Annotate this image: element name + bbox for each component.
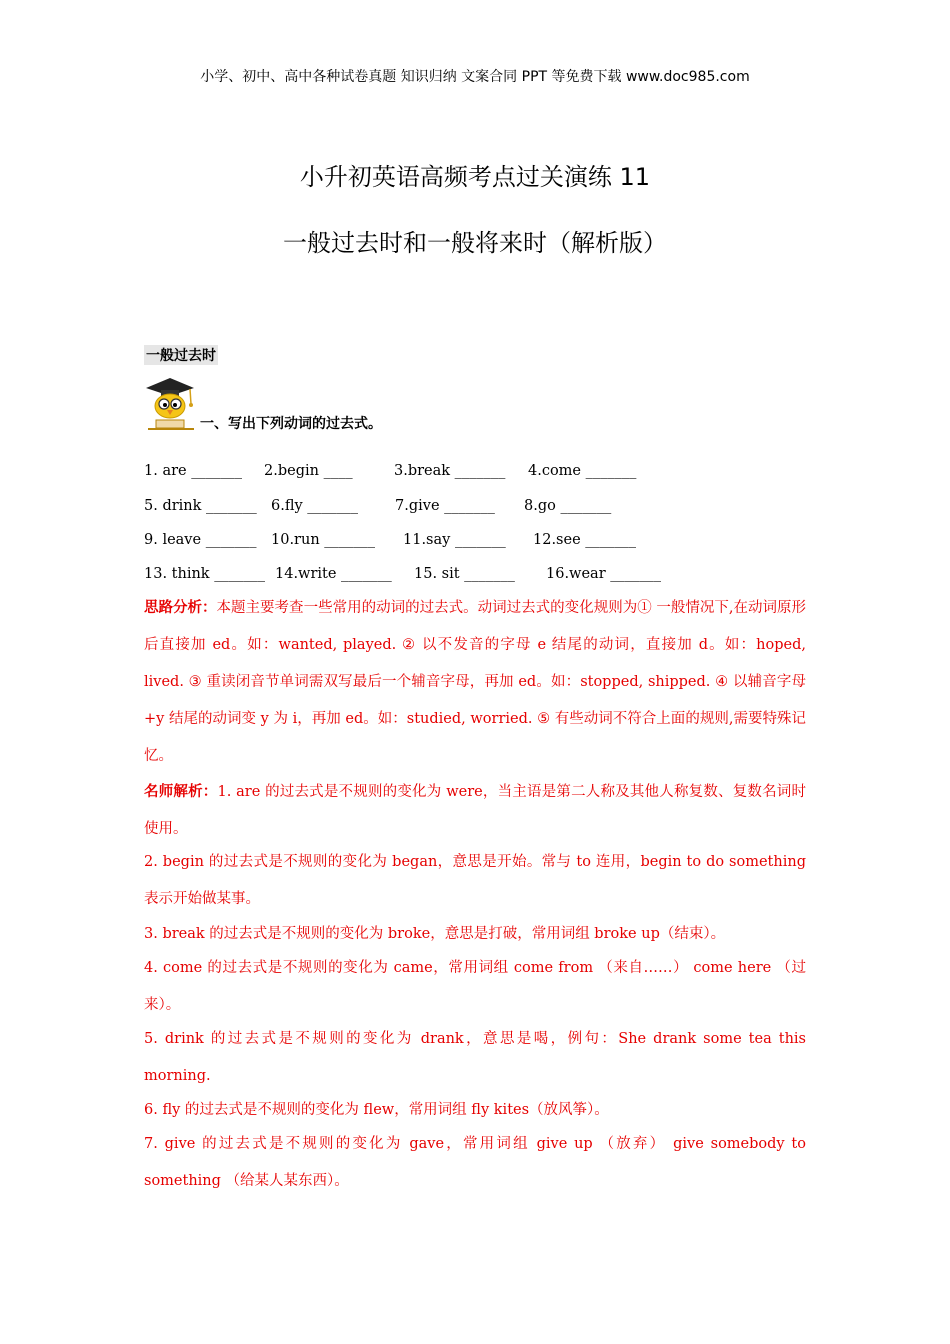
page-title: 小升初英语高频考点过关演练 11 (299, 163, 651, 191)
exercise-item: 13. think _______ (144, 566, 265, 582)
page-subtitle: 一般过去时和一般将来时（解析版） (283, 229, 667, 257)
exercise-item: 5. drink _______ (144, 498, 257, 514)
exercise-row (144, 532, 636, 548)
exercise-item: 7.give _______ (395, 498, 495, 514)
teacher-label: 名师解析： (144, 784, 218, 800)
graduate-mascot-icon (144, 376, 196, 432)
exercise-item: 12.see _______ (533, 532, 637, 548)
explanation-item: 7. give 的过去式是不规则的变化为 gave，常用词组 give up （放弃） give somebody to something （给某人某东西）。 (144, 1136, 806, 1189)
question-title: 一、写出下列动词的过去式。 (200, 416, 382, 432)
exercise-row (144, 498, 611, 514)
exercise-row (144, 566, 661, 582)
exercise-item: 9. leave _______ (144, 532, 257, 548)
explanation-item: 1. are 的过去式是不规则的变化为 were，当主语是第二人称及其他人称复数、复数名词时使用。 (144, 784, 807, 837)
analysis-paragraph (144, 590, 806, 775)
exercise-item: 11.say _______ (403, 532, 506, 548)
page-header: 小学、初中、高中各种试卷真题 知识归纳 文案合同 PPT 等免费下载 www.doc985.com (200, 69, 750, 85)
exercise-item: 4.come _______ (528, 463, 637, 479)
exercise-item: 8.go _______ (524, 498, 612, 514)
exercise-item: 3.break _______ (394, 463, 506, 479)
exercise-item: 2.begin ____ (264, 463, 353, 479)
exercise-item: 1. are _______ (144, 463, 242, 479)
analysis-label: 思路分析： (144, 600, 217, 616)
explanation-item: 6. fly 的过去式是不规则的变化为 flew，常用词组 fly kites（放风筝）。 (144, 1102, 609, 1118)
section-title: 一般过去时 (144, 345, 218, 365)
exercise-row (144, 463, 636, 479)
explanation-item: 3. break 的过去式是不规则的变化为 broke，意思是打破，常用词组 broke up（结束）。 (144, 926, 726, 942)
exercise-item: 6.fly _______ (271, 498, 359, 514)
analysis-text: 本题主要考查一些常用的动词的过去式。动词过去式的变化规则为① 一般情况下,在动词原形后直接加 ed。如：wanted, played. ② 以不发音的字母 e 结尾的动词，直接加 d。如：hoped, lived. ③ 重读闭音节单词需双写最后一个辅音字母，再加 ed。如：stopped, shipped. ④ 以辅音字母+y 结尾的动词变 y 为 i，再加 ed。如：studied, worried. ⑤ 有些动词不符合上面的规则,需要特殊记忆。 (144, 600, 806, 764)
exercise-item: 10.run _______ (271, 532, 376, 548)
explanation-item: 2. begin 的过去式是不规则的变化为 began，意思是开始。常与 to 连用，begin to do something 表示开始做某事。 (144, 854, 806, 907)
explanation-item: 5. drink 的过去式是不规则的变化为 drank，意思是喝，例句：She drank some tea this morning. (144, 1031, 806, 1084)
exercise-item: 14.write _______ (275, 566, 392, 582)
explanation-item: 4. come 的过去式是不规则的变化为 came，常用词组 come from （来自……） come here （过来）。 (144, 960, 806, 1013)
exercise-item: 15. sit _______ (414, 566, 515, 582)
teacher-explanation (144, 774, 806, 848)
exercise-item: 16.wear _______ (546, 566, 661, 582)
